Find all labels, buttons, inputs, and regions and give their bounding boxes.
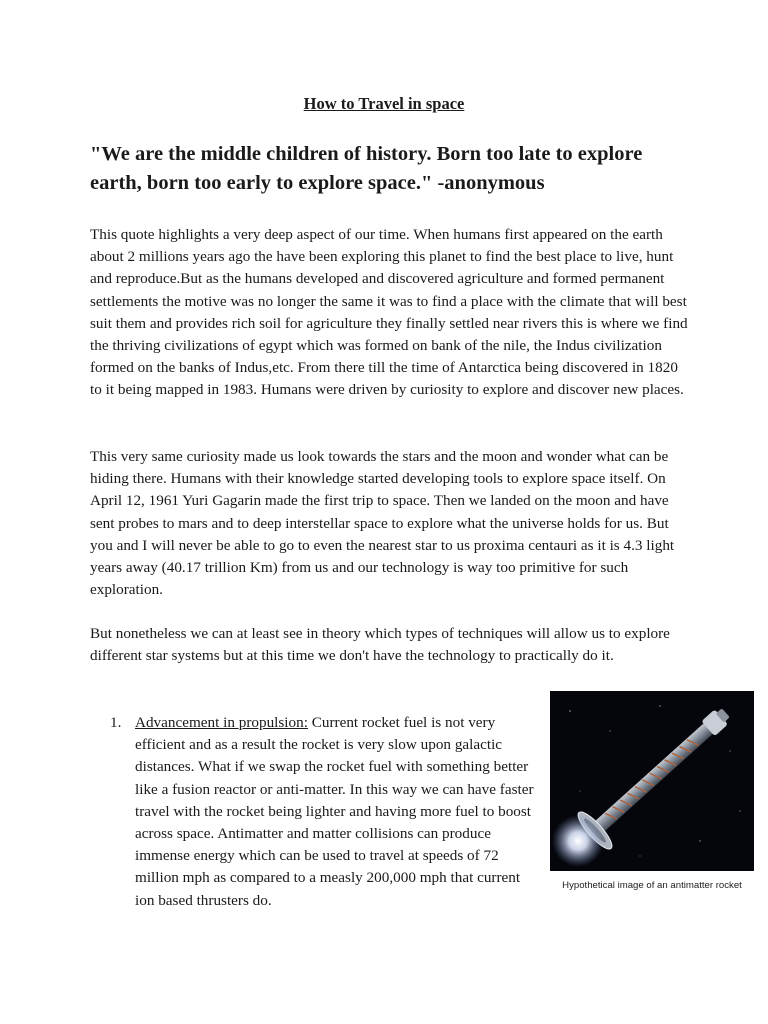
list-item-title: Advancement in propulsion: [135,714,308,731]
list-item-text: Current rocket fuel is not very efficient and as a result the rocket is very slow upon galactic distances. What if we swap the rocket fuel with something better like a fusion reactor or anti-matter. In this way we can have faster travel with the rocket being lighter and having more fuel to boost across space. Antimatter and matter collisions can produce immense energy which can be used to travel at speeds of 72 million mph as compared to a measly 200,000 mph that current ion based thrusters do. [135,714,534,909]
paragraph-3: But nonetheless we can at least see in theory which types of techniques will allow us to explore different star systems but at this time we don't have the technology to practically do it. [90,625,670,665]
technique-list [90,712,540,912]
list-item-number: 1. [110,714,122,731]
paragraph-1: This quote highlights a very deep aspect of our time. When humans first appeared on the earth about 2 millions years ago the have been exploring this planet to find the best place to live, hunt and reproduce.But as the humans developed and discovered agriculture and formed permanent settlements the motive was no longer the same it was to find a place with the climate that will best suit them and provides rich soil for agriculture they finally settled near rivers this is where we find the thriving civilizations of egypt which was formed on bank of the nile, the Indus civilization formed on the banks of Indus,etc. From there till the time of Antarctica being discovered in 1820 to it being mapped in 1983. Humans were driven by curiosity to explore and discover new places. [90,226,688,399]
paragraph-2: This very same curiosity made us look towards the stars and the moon and wonder what can be hiding there. Humans with their knowledge started developing tools to explore space itself. On April 12, 1961 Yuri Gagarin made the first trip to space. Then we landed on the moon and have sent probes to mars and to deep interstellar space to explore what the universe holds for us. But you and I will never be able to go to even the nearest star to us proxima centauri as it is 4.3 light years away (40.17 trillion Km) from us and our technology is way too primitive for such exploration. [90,448,675,599]
rocket-illustration [550,691,754,871]
list-item [90,712,540,912]
opening-quote: "We are the middle children of history. Born too late to explore earth, born too early to explore space." -anonymous [90,143,643,194]
figure-caption: Hypothetical image of an antimatter rocket [562,880,742,891]
antimatter-rocket-image [550,691,754,871]
document-title: How to Travel in space [303,94,465,113]
